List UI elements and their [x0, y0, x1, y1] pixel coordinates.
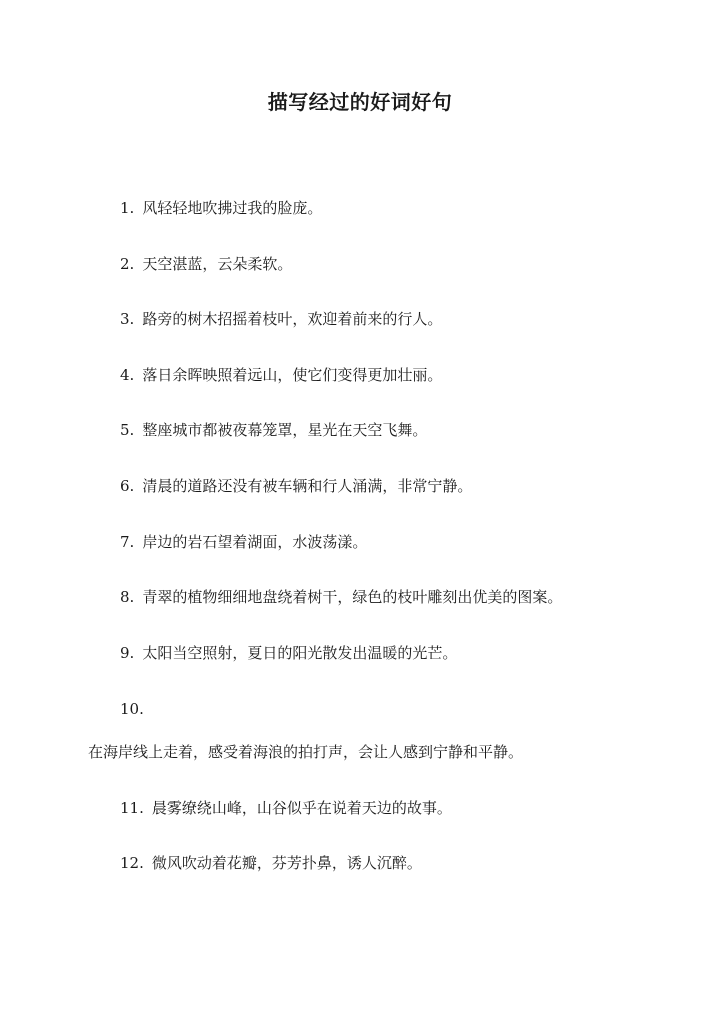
list-item [120, 699, 152, 719]
list-item [120, 798, 452, 818]
list-item [120, 198, 322, 218]
list-item [120, 532, 367, 552]
item-text: 晨雾缭绕山峰，山谷似乎在说着天边的故事。 [151, 799, 452, 817]
item-text-wrapped: 在海岸线上走着，感受着海浪的拍打声，会让人感到宁静和平静。 [88, 743, 524, 761]
item-text: 太阳当空照射，夏日的阳光散发出温暖的光芒。 [142, 644, 458, 662]
item-number: 10. [120, 700, 144, 718]
item-text: 微风吹动着花瓣，芬芳扑鼻，诱人沉醉。 [151, 854, 422, 872]
list-item [120, 309, 442, 329]
list-item [120, 365, 442, 385]
item-number: 1. [120, 199, 135, 217]
item-number: 6. [120, 477, 135, 495]
item-number: 12. [120, 854, 144, 872]
item-text: 青翠的植物细细地盘绕着树干，绿色的枝叶雕刻出优美的图案。 [142, 588, 563, 606]
item-number: 11. [120, 799, 144, 817]
list-item [120, 587, 562, 607]
item-text: 天空湛蓝，云朵柔软。 [142, 255, 293, 273]
item-text: 岸边的岩石望着湖面，水波荡漾。 [142, 533, 368, 551]
list-item [120, 254, 292, 274]
item-number: 2. [120, 255, 135, 273]
page-title: 描写经过的好词好句 [267, 90, 453, 114]
item-text: 路旁的树木招摇着枝叶，欢迎着前来的行人。 [142, 310, 443, 328]
item-text: 清晨的道路还没有被车辆和行人涌满，非常宁静。 [142, 477, 473, 495]
item-text: 风轻轻地吹拂过我的脸庞。 [142, 199, 323, 217]
item-text: 整座城市都被夜幕笼罩，星光在天空飞舞。 [142, 421, 428, 439]
list-item [120, 643, 457, 663]
list-item [120, 420, 427, 440]
item-number: 4. [120, 366, 135, 384]
item-number: 7. [120, 533, 135, 551]
list-item [120, 476, 472, 496]
item-number: 5. [120, 421, 135, 439]
item-text: 落日余晖映照着远山，使它们变得更加壮丽。 [142, 366, 443, 384]
list-item [120, 853, 422, 873]
item-number: 9. [120, 644, 135, 662]
item-number: 8. [120, 588, 135, 606]
item-number: 3. [120, 310, 135, 328]
